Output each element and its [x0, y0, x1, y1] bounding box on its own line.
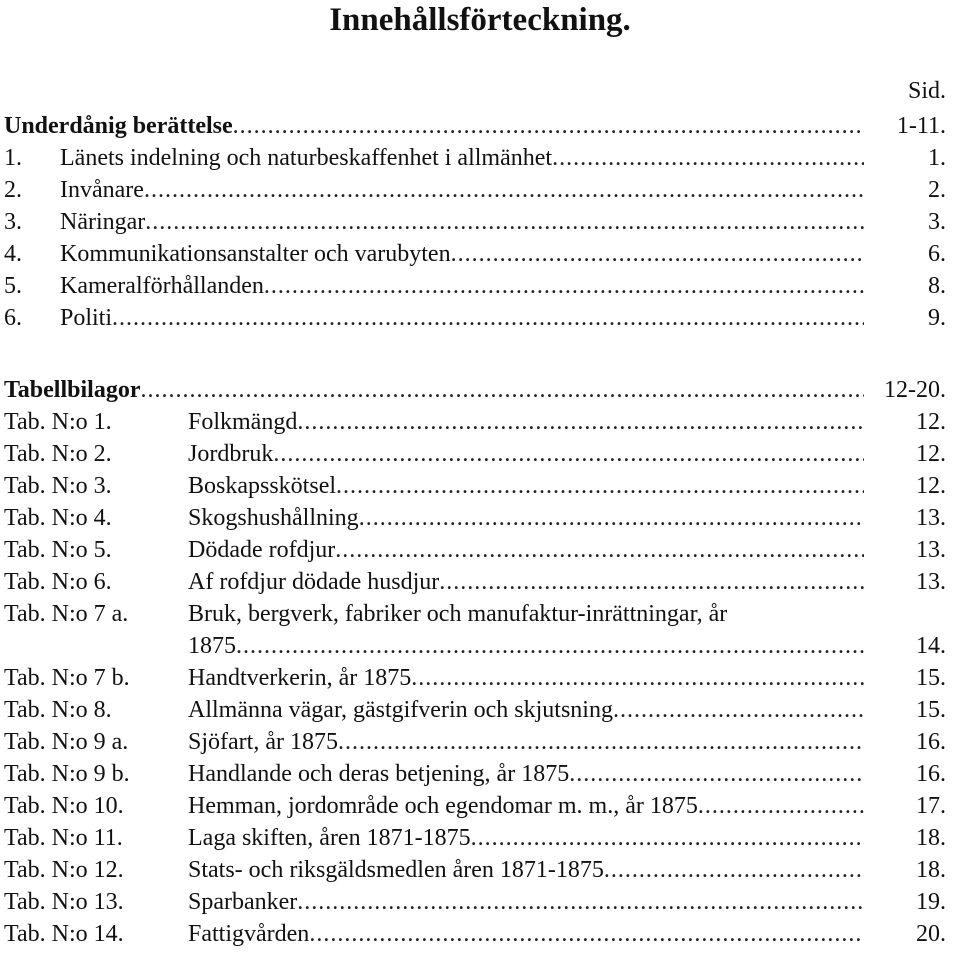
section-title: Tabellbilagor: [4, 377, 141, 403]
table-number: Tab. N:o 9 a.: [4, 729, 129, 755]
entry-number: 4.: [4, 241, 22, 267]
toc-entry: [4, 142, 946, 174]
page-number: 15.: [916, 697, 946, 723]
table-number: Tab. N:o 12.: [4, 857, 124, 883]
entry-number: 6.: [4, 305, 22, 331]
page-number: 12.: [916, 441, 946, 467]
toc-entry: [4, 502, 946, 534]
page-number: 18.: [916, 857, 946, 883]
page-number: 16.: [916, 761, 946, 787]
entry-title: Laga skiften, åren 1871-1875: [188, 825, 471, 851]
page-number: 15.: [916, 665, 946, 691]
toc-entry: [4, 662, 946, 694]
toc-entry: [4, 238, 946, 270]
page-number: 17.: [916, 793, 946, 819]
entry-title: Skogshushållning: [188, 505, 359, 531]
toc-entry: [4, 918, 946, 950]
dot-leader: [698, 790, 864, 822]
page-number: 13.: [916, 537, 946, 563]
table-number: Tab. N:o 6.: [4, 569, 112, 595]
table-number: Tab. N:o 1.: [4, 409, 112, 435]
page-number: 19.: [916, 889, 946, 915]
dot-leader: [273, 438, 864, 470]
entry-number: 1.: [4, 145, 22, 171]
page-number: 12-20.: [884, 377, 946, 403]
entry-title: Kameralförhållanden: [60, 273, 264, 299]
dot-leader: [338, 726, 864, 758]
dot-leader: [552, 142, 864, 174]
page-number: 9.: [928, 305, 946, 331]
dot-leader: [264, 270, 864, 302]
entry-title: Af rofdjur dödade husdjur: [188, 569, 440, 595]
page-number: 13.: [916, 505, 946, 531]
page-number: 6.: [928, 241, 946, 267]
dot-leader: [297, 406, 864, 438]
table-number: Tab. N:o 3.: [4, 473, 112, 499]
section-title: Underdånig berättelse: [4, 113, 233, 139]
toc-entry-continuation: [4, 630, 946, 662]
dot-leader: [613, 694, 864, 726]
entry-title: Fattigvården: [188, 921, 310, 947]
page-number: 20.: [916, 921, 946, 947]
page-number: 8.: [928, 273, 946, 299]
dot-leader: [112, 302, 864, 334]
dot-leader: [144, 174, 864, 206]
dot-leader: [451, 238, 864, 270]
entry-number: 5.: [4, 273, 22, 299]
toc-entry: [4, 534, 946, 566]
entry-number: 3.: [4, 209, 22, 235]
entry-title: Hemman, jordområde och egendomar m. m., år 1875: [188, 793, 698, 819]
table-number: Tab. N:o 10.: [4, 793, 124, 819]
entry-title-continuation: 1875: [188, 633, 236, 659]
page-number: 18.: [916, 825, 946, 851]
toc-entry: [4, 206, 946, 238]
toc-entry: [4, 598, 946, 630]
page-number: 12.: [916, 473, 946, 499]
dot-leader: [439, 566, 864, 598]
table-number: Tab. N:o 11.: [4, 825, 123, 851]
table-number: Tab. N:o 14.: [4, 921, 124, 947]
entry-title: Sparbanker: [188, 889, 298, 915]
page-number: 1-11.: [896, 113, 946, 139]
toc-entry: [4, 270, 946, 302]
dot-leader: [359, 502, 864, 534]
toc-entry: [4, 790, 946, 822]
toc-entry: [4, 302, 946, 334]
table-number: Tab. N:o 4.: [4, 505, 112, 531]
toc-entry: [4, 470, 946, 502]
dot-leader: [411, 662, 864, 694]
dot-leader: [569, 758, 864, 790]
dot-leader: [335, 534, 864, 566]
page-number: 3.: [928, 209, 946, 235]
toc-entry: [4, 566, 946, 598]
dot-leader: [140, 374, 864, 406]
dot-leader: [604, 854, 864, 886]
entry-number: 2.: [4, 177, 22, 203]
entry-title: Dödade rofdjur: [188, 537, 336, 563]
dot-leader: [233, 110, 864, 142]
table-number: Tab. N:o 9 b.: [4, 761, 130, 787]
toc-entry: [4, 758, 946, 790]
entry-title: Stats- och riksgäldsmedlen åren 1871-1875: [188, 857, 604, 883]
toc-entry: [4, 822, 946, 854]
dot-leader: [297, 886, 864, 918]
page-column-header: Sid.: [907, 78, 946, 104]
section-header-berattelse: [4, 110, 946, 142]
entry-title: Handtverkerin, år 1875: [188, 665, 412, 691]
toc-entry: [4, 174, 946, 206]
entry-title: Jordbruk: [188, 441, 274, 467]
page-number: 2.: [928, 177, 946, 203]
entry-title: Sjöfart, år 1875: [188, 729, 338, 755]
entry-title: Näringar: [60, 209, 146, 235]
page-number: 16.: [916, 729, 946, 755]
toc-entry: [4, 438, 946, 470]
toc-entry: [4, 726, 946, 758]
toc-entry: [4, 406, 946, 438]
entry-title: Länets indelning och naturbeskaffenhet i allmänhet: [60, 145, 553, 171]
dot-leader: [471, 822, 864, 854]
toc-entry: [4, 694, 946, 726]
page-number: 14.: [916, 633, 946, 659]
entry-title: Invånare: [60, 177, 144, 203]
page-number: 1.: [928, 145, 946, 171]
dot-leader: [309, 918, 864, 950]
entry-title: Politi: [60, 305, 113, 331]
dot-leader: [336, 470, 864, 502]
table-number: Tab. N:o 8.: [4, 697, 112, 723]
toc-entry: [4, 854, 946, 886]
table-number: Tab. N:o 7 b.: [4, 665, 130, 691]
section-header-tabellbilagor: [4, 374, 946, 406]
page-number: 13.: [916, 569, 946, 595]
entry-title: Handlande och deras betjening, år 1875: [188, 761, 570, 787]
entry-title: Allmänna vägar, gästgifverin och skjutsning: [188, 697, 613, 723]
page-number: 12.: [916, 409, 946, 435]
entry-title: Kommunikationsanstalter och varubyten: [60, 241, 451, 267]
entry-title: Bruk, bergverk, fabriker och manufaktur-inrättningar, år: [188, 601, 728, 627]
page-title: Innehållsförteckning.: [329, 2, 631, 38]
entry-title: Folkmängd: [188, 409, 298, 435]
dot-leader: [145, 206, 864, 238]
table-number: Tab. N:o 13.: [4, 889, 124, 915]
table-number: Tab. N:o 2.: [4, 441, 112, 467]
dot-leader: [236, 630, 864, 662]
table-number: Tab. N:o 7 a.: [4, 601, 129, 627]
toc-entry: [4, 886, 946, 918]
entry-title: Boskapsskötsel: [188, 473, 337, 499]
table-number: Tab. N:o 5.: [4, 537, 112, 563]
